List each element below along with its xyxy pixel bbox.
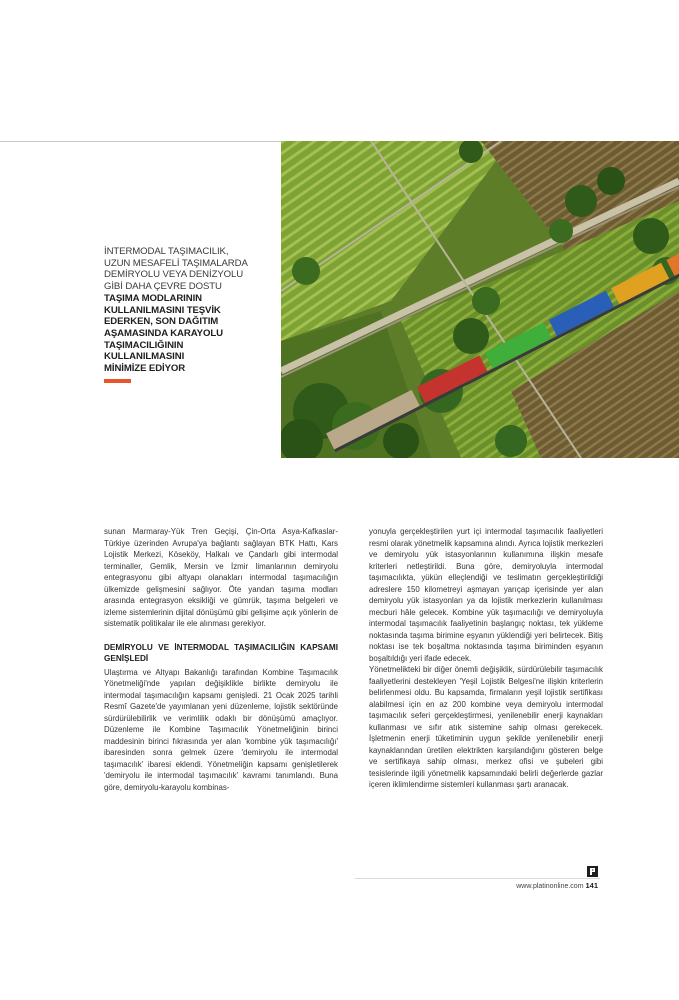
pull-quote-line: İNTERMODAL TAŞIMACILIK, [104,246,229,257]
article-right-column [369,526,603,791]
footer-divider [355,878,600,879]
pull-quote-line-bold: EDERKEN, SON DAĞITIM [104,316,219,328]
pull-quote-line-bold: KULLANILMASINI [104,351,185,363]
article-paragraph: yonuyla gerçekleştirilen yurt içi intermodal taşımacılık faaliyetleri resmi olarak yönetmelik kapsamına alındı. Ayrıca lojistik merkezleri ve demiryolu yük istasyonlarının kullanımına ilişkin mesafe kriterleri netleştirildi. Buna göre, demiryoluyla intermodal taşımacılıkta, yükün elleçlendiği ve teslimatın gerçekleştirildiği adreslere 150 kilometreyi aşmayan yarıçap içerisinde yer alan demiryolu yük istasyonları ya da lojistik merkezlerin kullanılması mecburi hâle gelecek. Kombine yük taşımacılığı ve demiryoluyla intermodal taşımacılık faaliyetinin başlangıç noktası, tek yükleme noktasında taşıma birimine eşyanın yüklendiği yeri belirtecek. Bitiş noktası ise tek boşaltma noktasında taşıma biriminden eşyanın boşaltıldığı yeri ifade edecek. [369,527,603,663]
article-paragraph: Yönetmelikteki bir diğer önemli değişiklik, sürdürülebilir taşımacılık faaliyetlerini destekleyen 'Yeşil Lojistik Belgesi'ne ilişkin kriterlerin belirlenmesi oldu. Bu kapsamda, firmaların yeşil lojistik sertifikası alabilmesi için en az 200 kombine veya demiryolu intermodal taşımacılık seferi gerçekleştirmesi, yenilenebilir enerji kaynakları kullanması ve sıfır atık sistemine sahip olması gerekecek. İşletmenin enerji tüketiminin uygun şekilde yenilenebilir enerji kaynaklarından üretilen elektrikten karşılandığını gösteren belge ve sertifikaya sahip olması, merkez ofisi ve şubeleri gibi tesislerinde ilgili yönetmelik kapsamındaki belirli değerlerde gazlar içeren iklimlendirme sistemleri kullanması şartı aranacak. [369,665,603,789]
train-aerial-photo [281,141,679,458]
website-url: www.platinonline.com [516,883,584,890]
pull-quote [104,246,274,383]
pull-quote-line: GİBİ DAHA ÇEVRE DOSTU [104,281,222,293]
pull-quote-line-bold: TAŞIMACILIĞININ [104,339,184,351]
article-paragraph: sunan Marmaray-Yük Tren Geçişi, Çin-Orta Asya-Kafkaslar-Türkiye üzerinden Avrupa'ya bağlantı sağlayan BTK Hattı, Kars Lojistik Merkezi, Köseköy, Halkalı ve Çandarlı gibi intermodal terminaller, Gemlik, Mersin ve İzmir limanlarının demiryolu entegrasyonu gibi altyapı olanakları intermodal taşımacılığın ülkemizde gelişmesini sağlıyor. Öte yandan taşıma modları arasında entegrasyon eksikliği ve gümrük, taşıma belgeleri ve izleme sistemlerinin dijital dönüşümü gibi gelişime açık yönlerin de sistematik politikalar ile ele alınması gerekiyor. [104,527,338,628]
page-number: 141 [585,881,598,890]
pull-quote-line-bold: AŞAMASINDA KARAYOLU [104,327,223,339]
pull-quote-line-bold: MİNİMİZE EDİYOR [104,363,186,375]
pull-quote-line-bold: KULLANILMASINI TEŞVİK [104,304,221,316]
page-footer [470,881,598,890]
section-heading: DEMİRYOLU VE İNTERMODAL TAŞIMACILIĞIN KAPSAMI GENİŞLEDİ [104,642,338,663]
pull-quote-line: UZUN MESAFELİ TAŞIMALARDA [104,257,248,269]
article-left-column [104,526,338,793]
top-divider [0,141,281,142]
magazine-logo-icon [587,866,598,877]
accent-bar [104,379,131,383]
article-paragraph: Ulaştırma ve Altyapı Bakanlığı tarafından Kombine Taşımacılık Yönetmeliği'nde yapılan değişiklikle birlikte demiryolu ile intermodal taşımacılığın kapsamı genişledi. 21 Ocak 2025 tarihli Resmî Gazete'de yayımlanan yeni düzenleme, lojistik sektöründe sürdürülebilirlik ve verimlilik odaklı bir dönüşümü amaçlıyor. Düzenleme ile Kombine Taşımacılık Yönetmeliğinin birinci maddesinin birinci fıkrasında yer alan 'kombine yük taşımacılığı' ibaresinden sonra gelmek üzere 'demiryolu ile intermodal taşımacılık' ibaresi eklendi. Yönetmeliğin kapsamı genişletilerek 'demiryolu ile intermodal taşımacılık' kavramı tanımlandı. Buna göre, demiryolu-karayolu kombinas- [104,667,338,792]
pull-quote-line: DEMİRYOLU VEYA DENİZYOLU [104,269,244,281]
pull-quote-line-bold: TAŞIMA MODLARININ [104,292,202,304]
